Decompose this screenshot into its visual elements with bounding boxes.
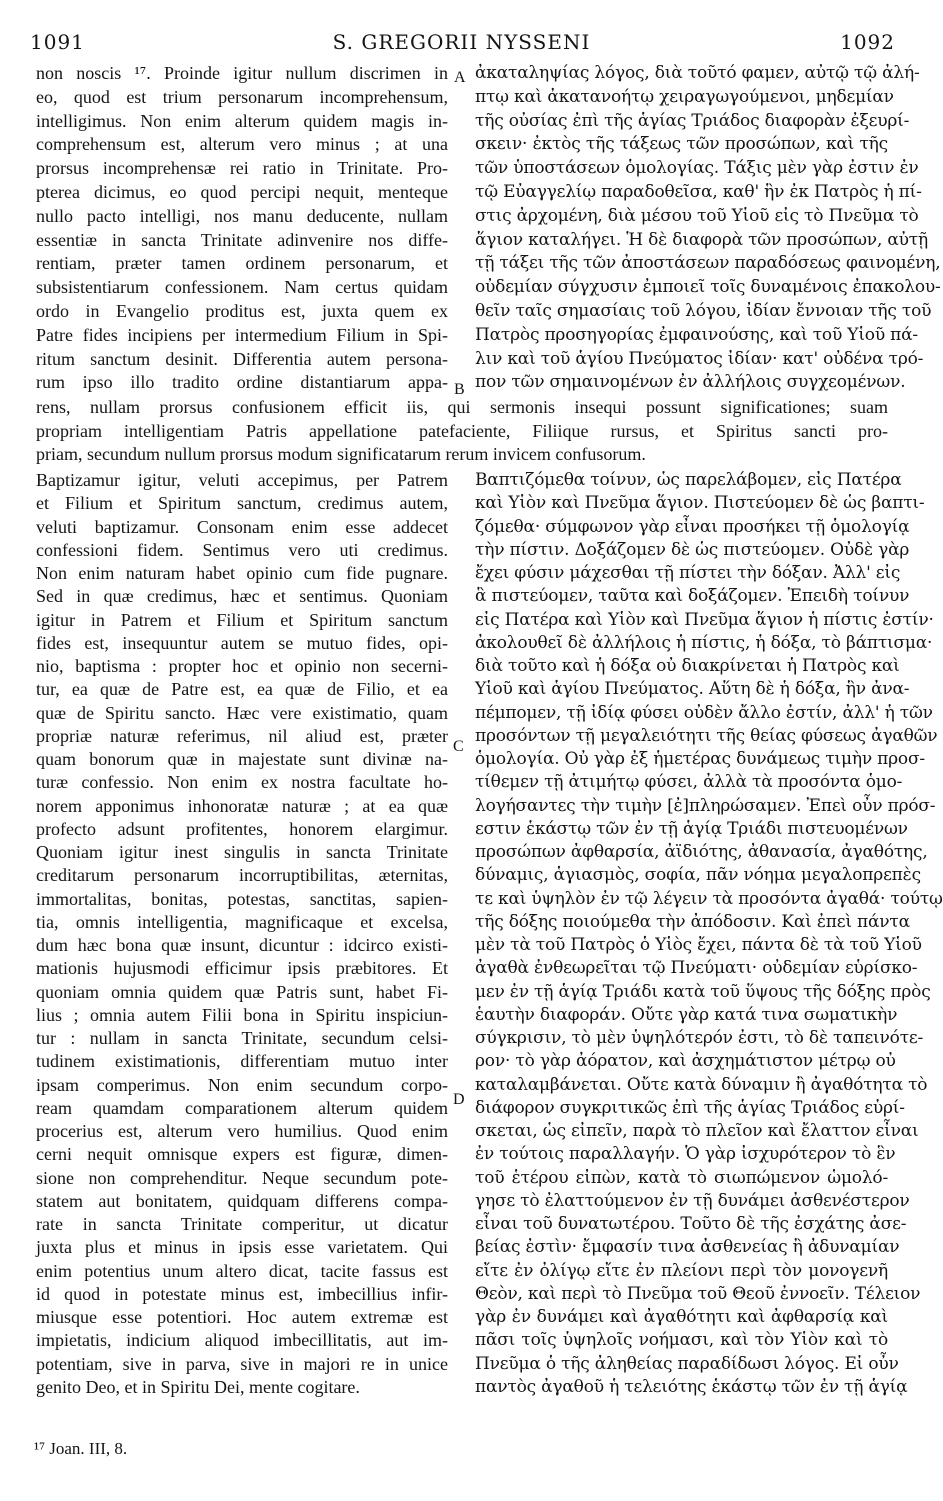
text-line: confessioni fidem. Sentimus vero uti credimus.: [36, 539, 448, 560]
text-line: profecto adsunt profitentes, honorem elargimur.: [36, 818, 448, 839]
margin-marker-c: C: [453, 738, 464, 755]
text-line: τῆς δόξης ποιούμεθα τὴν ἀπόδοσιν. Καὶ ἐπεὶ πάντα: [475, 911, 910, 932]
text-line: potentiam, sive in parva, sive in majori re in unice: [36, 1353, 448, 1374]
text-line: διάφορον συγκριτικῶς ἐπὶ τῆς ἁγίας Τριάδος εὑρί-: [475, 1097, 905, 1118]
text-line: mationis hujusmodi efficimur ipsis præbitores. Et: [36, 958, 448, 979]
text-line: ἅγιον καταλήγει. Ἡ δὲ διαφορὰ τῶν προσώπων, αὐτῇ: [475, 229, 928, 250]
text-line: προσώπων ἀφθαρσία, ἀϊδιότης, ἀθανασία, ἀγαθότης,: [475, 842, 928, 862]
text-line: subsistentiarum confessionem. Nam certus quidam: [36, 277, 448, 298]
text-line: eo, quod est trium personarum incomprehensum,: [36, 86, 448, 107]
text-line: τῇ τάξει τῆς τῶν ἀποστάσεων παραδόσεως φαινομένη,: [475, 253, 941, 274]
text-line: θεῖν ταῖς σημασίαις τοῦ λόγου, ἰδίαν ἔννοιαν τῆς τοῦ: [475, 301, 932, 321]
text-line: τὴν πίστιν. Δοξάζομεν δὲ ὡς πιστεύομεν. Οὐδὲ γὰρ: [475, 539, 910, 560]
text-line: impietatis, indicium aliquod imbecillitatis, aut im-: [36, 1330, 448, 1351]
text-line: τῷ Εὐαγγελίῳ παραδοθεῖσα, καθ' ἣν ἐκ Πατρὸς ἡ πί-: [475, 182, 922, 202]
text-line: genito Deo, et in Spiritu Dei, mente cogitare.: [36, 1376, 360, 1397]
text-line: δύναμις, ἁγιασμὸς, σοφία, πᾶν νόημα μεγαλοπρεπὲς: [475, 865, 921, 886]
text-line: εἴτε ἐν ὀλίγῳ εἴτε ἐν πλείονι περὶ τὸν μονογενῆ: [475, 1260, 888, 1281]
page-number-left: 1091: [30, 30, 85, 54]
text-line: ἑαυτὴν διαφοράν. Οὔτε γὰρ κατά τινα σωματικὴν: [475, 1004, 898, 1025]
text-line: εἰς Πατέρα καὶ Υἱὸν καὶ Πνεῦμα ἅγιον ἡ πίστις ἐστίν·: [475, 609, 934, 630]
text-line: tur, ea quæ de Patre est, ea quæ de Filio, et ea: [36, 679, 448, 700]
text-line: turæ confessio. Non enim ex nostra facultate ho-: [36, 772, 448, 793]
text-line: igitur in Patrem et Filium et Spiritum sanctum: [36, 609, 448, 630]
text-line: rate in sancta Trinitate comperitur, ut dicatur: [36, 1214, 448, 1234]
text-line: ρον· τὸ γὰρ ἀόρατον, καὶ ἀσχημάτιστον μέτρῳ οὐ: [475, 1051, 896, 1072]
text-line: Quoniam igitur inest singulis in sancta Trinitate: [36, 842, 448, 862]
text-line: γησε τὸ ἐλαττούμενον ἐν τῇ δυνάμει ἀσθενέστερον: [475, 1190, 910, 1211]
text-line: ritum sanctum desinit. Differentia autem persona-: [36, 348, 448, 369]
text-line: quæ de Spiritu sancto. Hæc vere existimatio, quam: [36, 702, 448, 723]
text-line: πέμπομεν, τῇ ἰδίᾳ φύσει οὐδὲν ἄλλο ἐστίν, ἀλλ' ἡ τῶν: [475, 702, 933, 723]
text-line: ὁμολογία. Οὐ γὰρ ἐξ ἡμετέρας δυνάμεως τιμὴν προσ-: [475, 749, 925, 769]
text-line: Patre fides incipiens per intermedium Filium in Spi-: [36, 324, 448, 345]
text-line: tudinem existimationis, differentiam mutuo inter: [36, 1051, 448, 1072]
text-line: Non enim naturam habet opinio cum fide pugnare.: [36, 563, 448, 583]
text-line: dum hæc bona quæ insunt, dicuntur : idcirco existi-: [36, 935, 448, 955]
margin-marker-d: D: [453, 1091, 465, 1108]
text-line: priam, secundum nullum prorsus modum significatarum rerum invicem confusorum.: [36, 444, 646, 464]
text-line: cerni nequit omnisque expers est figuræ, dimen-: [36, 1144, 448, 1165]
text-line: τοῦ ἑτέρου εἰπὼν, κατὰ τὸ σιωπώμενον ὡμολό-: [475, 1167, 888, 1188]
text-line: διὰ τοῦτο καὶ ἡ δόξα οὐ διακρίνεται ἡ Πατρὸς καὶ: [475, 656, 900, 676]
text-line: τῆς οὐσίας ἐπὶ τῆς ἁγίας Τριάδος διαφορὰν ἐξευρί-: [475, 110, 910, 131]
text-line: ἀκολουθεῖ δὲ ἀλλήλοις ἡ πίστις, ἡ δόξα, τὸ βάπτισμα·: [475, 632, 933, 653]
text-line: rens, nullam prorsus confusionem efficit iis, qui sermonis insequi possunt significationes; suam: [36, 397, 888, 417]
text-line: ζόμεθα· σύμφωνον γὰρ εἶναι προσήκει τῇ ὁμολογίᾳ: [475, 516, 910, 537]
text-line: procerius est, alterum vero humilius. Quod enim: [36, 1121, 448, 1141]
text-line: quoniam omnia quidem quæ Patris sunt, habet Fi-: [36, 981, 448, 1002]
text-line: πᾶσι τοῖς ὑψηλοῖς νοήμασι, καὶ τὸν Υἱὸν καὶ τὸ: [475, 1330, 888, 1351]
text-line: μεν ἐν τῇ ἁγίᾳ Τριάδι κατὰ τοῦ ὕψους τῆς δόξης πρὸς: [475, 981, 931, 1002]
margin-marker-b: B: [454, 381, 465, 398]
text-line: καταλαμβάνεται. Οὔτε κατὰ δύναμιν ἢ ἀγαθότητα τὸ: [475, 1074, 928, 1095]
text-line: ream quamdam comparationem alterum quidem: [36, 1097, 448, 1118]
text-line: ἀκαταληψίας λόγος, διὰ τοῦτό φαμεν, αὐτῷ τῷ ἀλή-: [475, 63, 920, 83]
text-line: εστιν ἑκάστῳ τῶν ἐν τῇ ἁγίᾳ Τριάδι πιστευομένων: [475, 818, 908, 839]
text-line: juxta plus et minus in ipsis esse varietatem. Qui: [36, 1237, 448, 1258]
text-line: sione non comprehenditur. Neque secundum pote-: [36, 1167, 448, 1188]
text-line: σκεται, ὡς εἰπεῖν, παρὰ τὸ πλεῖον καὶ ἔλαττον εἶναι: [475, 1121, 919, 1141]
text-line: Πατρὸς προσηγορίας ἐμφαινούσης, καὶ τοῦ Υἱοῦ πά-: [475, 324, 918, 345]
text-line: essentiæ in sancta Trinitate adinvenire nos diffe-: [36, 229, 448, 250]
text-line: λιν καὶ τοῦ ἁγίου Πνεύματος ἰδίαν· κατ' οὐδένα τρό-: [475, 348, 924, 369]
text-line: lius ; omnia autem Filii bona in Spiritu inspiciun-: [36, 1004, 448, 1025]
text-line: προσόντων τῇ μεγαλειότητι τῆς θείας φύσεως ἀγαθῶν: [475, 725, 938, 746]
text-line: τῶν ὑποστάσεων ὁμολογίας. Τάξις μὲν γὰρ ἐστιν ἐν: [475, 158, 919, 179]
text-line: immortalitas, bonitas, potestas, sanctitas, sapien-: [36, 888, 448, 909]
text-line: βείας ἐστὶν· ἔμφασίν τινα ἀσθενείας ἢ ἀδυναμίαν: [475, 1237, 900, 1258]
text-line: prorsus incomprehensæ rei ratio in Trinitate. Pro-: [36, 158, 448, 179]
text-line: propriam intelligentiam Patris appellatione patefaciente, Filiique rursus, et Spiritus sancti pro-: [36, 420, 888, 441]
text-line: nullo pacto intelligi, nos manu deducente, nullam: [36, 205, 448, 226]
text-line: πτῳ καὶ ἀκατανοήτῳ χειραγωγούμενοι, μηδεμίαν: [475, 86, 894, 107]
text-line: norem apponimus inhonoratæ naturæ ; at ea quæ: [36, 795, 448, 816]
text-line: τε καὶ ὑψηλὸν ἐν τῷ λέγειν τὰ προσόντα ἀγαθά· τούτῳ: [475, 888, 943, 909]
text-line: Baptizamur igitur, veluti accepimus, per Patrem: [36, 470, 448, 490]
text-line: ordo in Evangelio proditus est, juxta quem ex: [36, 301, 448, 321]
text-line: μὲν τὰ τοῦ Πατρὸς ὁ Υἱὸς ἔχει, πάντα δὲ τὰ τοῦ Υἱοῦ: [475, 935, 922, 955]
text-line: πον τῶν σημαινομένων ἐν ἀλλήλοις συγχεομένων.: [475, 372, 906, 393]
text-line: id quod in potestate minus est, imbecillius infir-: [36, 1283, 448, 1304]
text-line: ipsam comperimus. Non enim secundum corpo-: [36, 1074, 448, 1095]
text-line: Θεὸν, καὶ περὶ τὸ Πνεῦμα τοῦ Θεοῦ ἐννοεῖν. Τέλειον: [475, 1283, 921, 1304]
text-line: comprehensum est, alterum vero minus ; at una: [36, 134, 448, 155]
text-line: ἀγαθὰ ἐνθεωρεῖται τῷ Πνεύματι· οὐδεμίαν εὑρίσκο-: [475, 958, 918, 979]
text-line: statem aut bonitatem, quidquam differens compa-: [36, 1190, 448, 1211]
text-line: Βαπτιζόμεθα τοίνυν, ὡς παρελάβομεν, εἰς Πατέρα: [475, 470, 902, 490]
text-line: λογήσαντες τὴν τιμὴν [ἐ]πληρώσαμεν. Ἐπεὶ οὖν πρόσ-: [475, 795, 936, 816]
text-line: non noscis ¹⁷. Proinde igitur nullum discrimen in: [36, 63, 448, 83]
text-line: fides est, insequuntur autem se mutuo fides, opi-: [36, 632, 448, 653]
text-line: veluti baptizamur. Consonam enim esse addecet: [36, 516, 448, 537]
text-line: creditarum personarum incorruptibilitas, æternitas,: [36, 865, 448, 886]
text-line: nio, baptisma : propter hoc et opinio non secerni-: [36, 656, 448, 676]
text-line: σύγκρισιν, τὸ μὲν ὑψηλότερόν ἐστι, τὸ δὲ ταπεινότε-: [475, 1028, 924, 1048]
text-line: γὰρ ἐν δυνάμει καὶ ἀγαθότητι καὶ ἀφθαρσίᾳ καὶ: [475, 1307, 888, 1327]
text-line: ἐν τούτοις παραλλαγήν. Ὁ γὰρ ἰσχυρότερον τὸ ἓν: [475, 1144, 896, 1165]
text-line: intelligimus. Non enim alterum quidem magis in-: [36, 110, 448, 131]
text-line: tur : nullam in sancta Trinitate, secundum celsi-: [36, 1028, 448, 1048]
text-line: pterea dicimus, eo quod percipi nequit, menteque: [36, 182, 448, 202]
margin-marker-a: A: [454, 69, 466, 86]
text-line: Υἱοῦ καὶ ἁγίου Πνεύματος. Αὕτη δὲ ἡ δόξα, ἣν ἀνα-: [475, 679, 910, 700]
text-line: παντὸς ἀγαθοῦ ἡ τελειότης ἑκάστῳ τῶν ἐν τῇ ἁγίᾳ: [475, 1376, 908, 1397]
text-line: τίθεμεν τῇ ἀτιμήτῳ φύσει, ἀλλὰ τὰ προσόντα ὁμο-: [475, 772, 903, 793]
text-line: οὐδεμίαν σύγχυσιν ἐμποιεῖ τοῖς δυναμένοις ἐπακολου-: [475, 277, 941, 298]
text-line: καὶ Υἱὸν καὶ Πνεῦμα ἅγιον. Πιστεύομεν δὲ ὡς βαπτι-: [475, 493, 925, 514]
text-line: quam bonorum quæ in majestate sunt divinæ na-: [36, 749, 448, 769]
footnote: ¹⁷ Joan. III, 8.: [34, 1439, 128, 1458]
text-line: Πνεῦμα ὁ τῆς ἀληθείας παραδίδωσι λόγος. Εἰ οὖν: [475, 1353, 899, 1374]
text-line: enim potentius unum altero dicat, tacite fassus est: [36, 1260, 448, 1281]
text-line: rum ipso illo tradito ordine distantiarum appa-: [36, 372, 448, 393]
text-line: εἶναι τοῦ δυνατωτέρου. Τοῦτο δὲ τῆς ἐσχάτης ἀσε-: [475, 1214, 907, 1234]
text-line: ἃ πιστεύομεν, ταῦτα καὶ δοξάζομεν. Ἐπειδὴ τοίνυν: [475, 586, 910, 607]
text-line: et Filium et Spiritum sanctum, credimus autem,: [36, 493, 448, 514]
text-line: rentiam, præter tamen ordinem personarum, et: [36, 253, 448, 274]
text-line: ἔχει φύσιν μάχεσθαι τῇ πίστει τὴν δόξαν. Ἀλλ' εἰς: [475, 563, 901, 583]
text-line: σκειν· ἐκτὸς τῆς τάξεως τῶν προσώπων, καὶ τῆς: [475, 134, 888, 155]
text-line: Sed in quæ credimus, hæc et sentimus. Quoniam: [36, 586, 448, 607]
text-line: miusque esse potentiori. Hoc autem extremæ est: [36, 1307, 448, 1327]
page-number-right: 1092: [840, 30, 895, 54]
text-line: στις ἀρχομένη, διὰ μέσου τοῦ Υἱοῦ εἰς τὸ Πνεῦμα τὸ: [475, 205, 919, 226]
text-line: tia, omnis intelligentia, magnificaque et excelsa,: [36, 911, 448, 932]
text-line: propriæ naturæ referimus, nil aliud est, præter: [36, 725, 448, 746]
running-title: S. GREGORII NYSSENI: [332, 30, 591, 54]
